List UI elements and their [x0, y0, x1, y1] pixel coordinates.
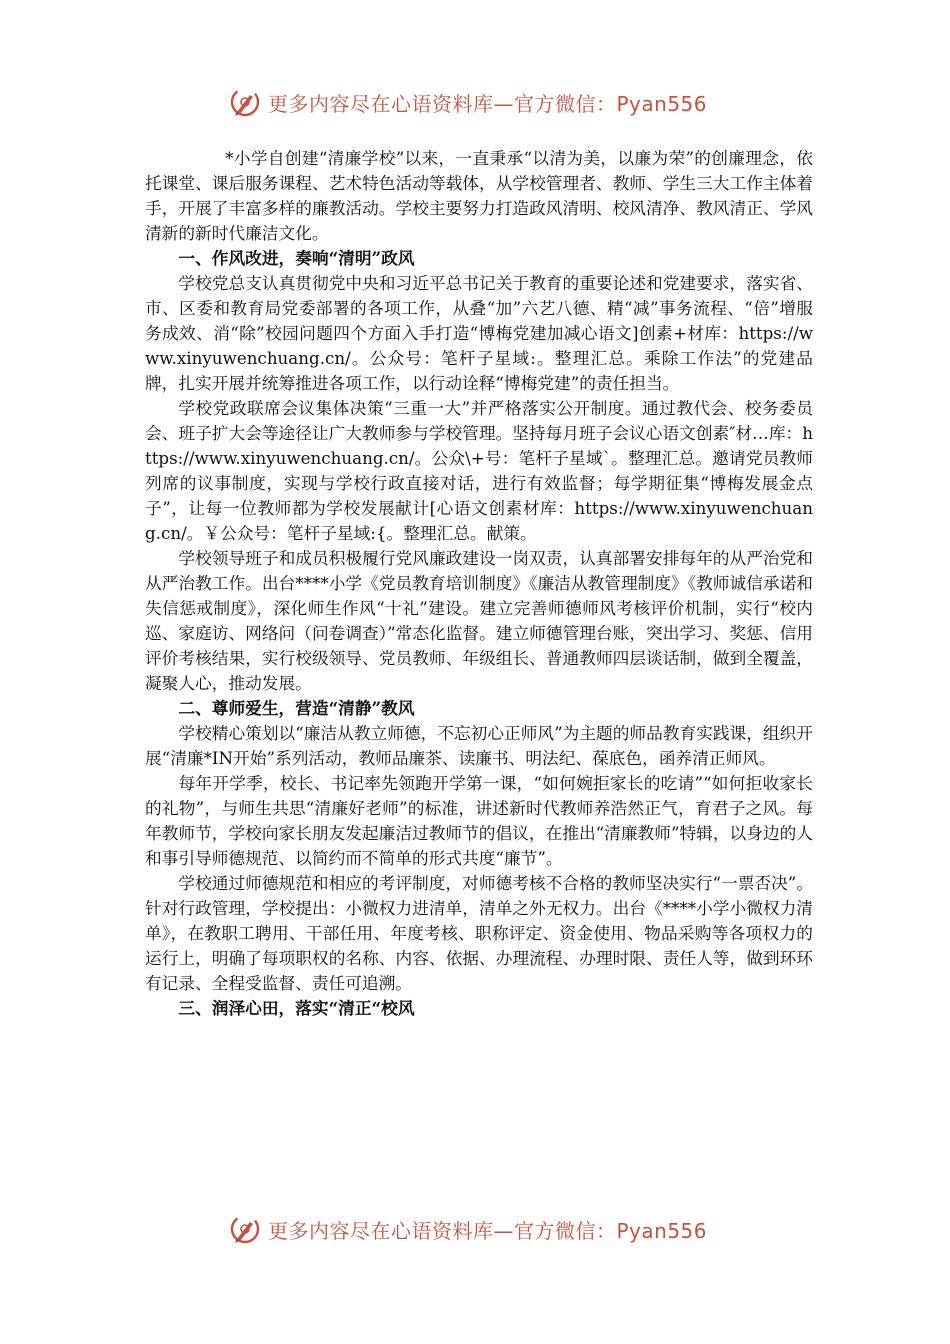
intro-paragraph: *小学自创建“清廉学校”以来，一直秉承“以清为美，以廉为荣”的创廉理念，依托课堂、课后服务课程、艺术特色活动等载体，从学校管理者、教师、学生三大工作主体着手，开展了丰富多样的廉教活动。学校主要努力打造政风清明、校风清净、教风清正、学风清新的新时代廉洁文化。 — [145, 148, 813, 243]
body-paragraph: 每年开学季，校长、书记率先领跑开学第一课，“如何婉拒家长的吃请”“如何拒收家长的礼物”，与师生共思“清廉好老师”的标准，讲述新时代教师养浩然正气，育君子之风。每年教师节，学校向家长朋友发起廉洁过教师节的倡议，在推出“清廉教师”特辑，以身边的人和事引导师德规范、以简约而不简单的形式共度“廉节”。 — [145, 773, 813, 868]
body-paragraph: 学校党政联席会议集体决策“三重一大”并严格落实公开制度。通过教代会、校务委员会、班子扩大会等途径让广大教师参与学校管理。坚持每月班子会议心语文创素″材…库：https://www.xinyuwenchuang.cn/。公众\+号：笔杆子星域`。整理汇总。邀请党员教师列席的议事制度，实现与学校行政直接对话，进行有效监督；每学期征集“博梅发展金点子”，让每一位教师都为学校发展献计[心语文创素材库：https://www.xinyuwenchuang.cn/。￥公众号：笔杆子星域:{。整理汇总。献策。 — [145, 398, 813, 543]
footer-banner-text: 更多内容尽在心语资料库—官方微信：Pyan556 — [268, 1218, 708, 1243]
header-banner — [228, 84, 748, 120]
body-paragraph: 学校领导班子和成员积极履行党风廉政建设一岗双责，认真部署安排每年的从严治党和从严治教工作。出台****小学《党员教育培训制度》《廉洁从教管理制度》《教师诚信承诺和失信惩戒制度》，深化师生作风“十礼”建设。建立完善师德师风考核评价机制，实行“校内巡、家庭访、网络问（问卷调查）”常态化监督。建立师德管理台账，突出学习、奖惩、信用评价考核结果，实行校级领导、党员教师、年级组长、普通教师四层谈话制，做到全覆盖，凝聚人心，推动发展。 — [145, 548, 813, 693]
body-paragraph: 学校通过师德规范和相应的考评制度，对师德考核不合格的教师坚决实行“一票否决”。针对行政管理，学校提出：小微权力进清单，清单之外无权力。出台《****小学小微权力清单》，在教职工聘用、干部任用、年度考核、职称评定、资金使用、物品采购等各项权力的运行上，明确了每项职权的名称、内容、依据、办理流程、办理时限、责任人等，做到环环有记录、全程受监督、责任可追溯。 — [145, 873, 813, 993]
section-heading-2: 二、尊师爱生，营造“清静”教风 — [178, 698, 415, 718]
section-heading-1: 一、作风改进，奏响“清明”政风 — [178, 248, 415, 268]
pen-circle-logo-icon — [228, 85, 262, 119]
section-heading-3: 三、润泽心田，落实“清正“校风 — [178, 998, 415, 1018]
pen-circle-logo-icon — [228, 1212, 262, 1246]
header-banner-text: 更多内容尽在心语资料库—官方微信：Pyan556 — [268, 91, 708, 116]
document-body — [145, 146, 813, 1021]
footer-banner — [228, 1211, 748, 1247]
body-paragraph: 学校党总支认真贯彻党中央和习近平总书记关于教育的重要论述和党建要求，落实省、市、区委和教育局党委部署的各项工作，从叠“加”六艺八德、精“减”事务流程、“倍”增服务成效、消“除”校园问题四个方面入手打造“博梅党建加减心语文]创素+材库：https://www.xinyuwenchuang.cn/。公众号：笔杆子星域:。整理汇总。乘除工作法”的党建品牌，扎实开展并统筹推进各项工作，以行动诠释“博梅党建”的责任担当。 — [145, 273, 813, 393]
body-paragraph: 学校精心策划以“廉洁从教立师德，不忘初心正师风”为主题的师品教育实践课，组织开展“清廉*IN开始”系列活动，教师品廉茶、读廉书、明法纪、葆底色，函养清正师风。 — [145, 723, 813, 768]
